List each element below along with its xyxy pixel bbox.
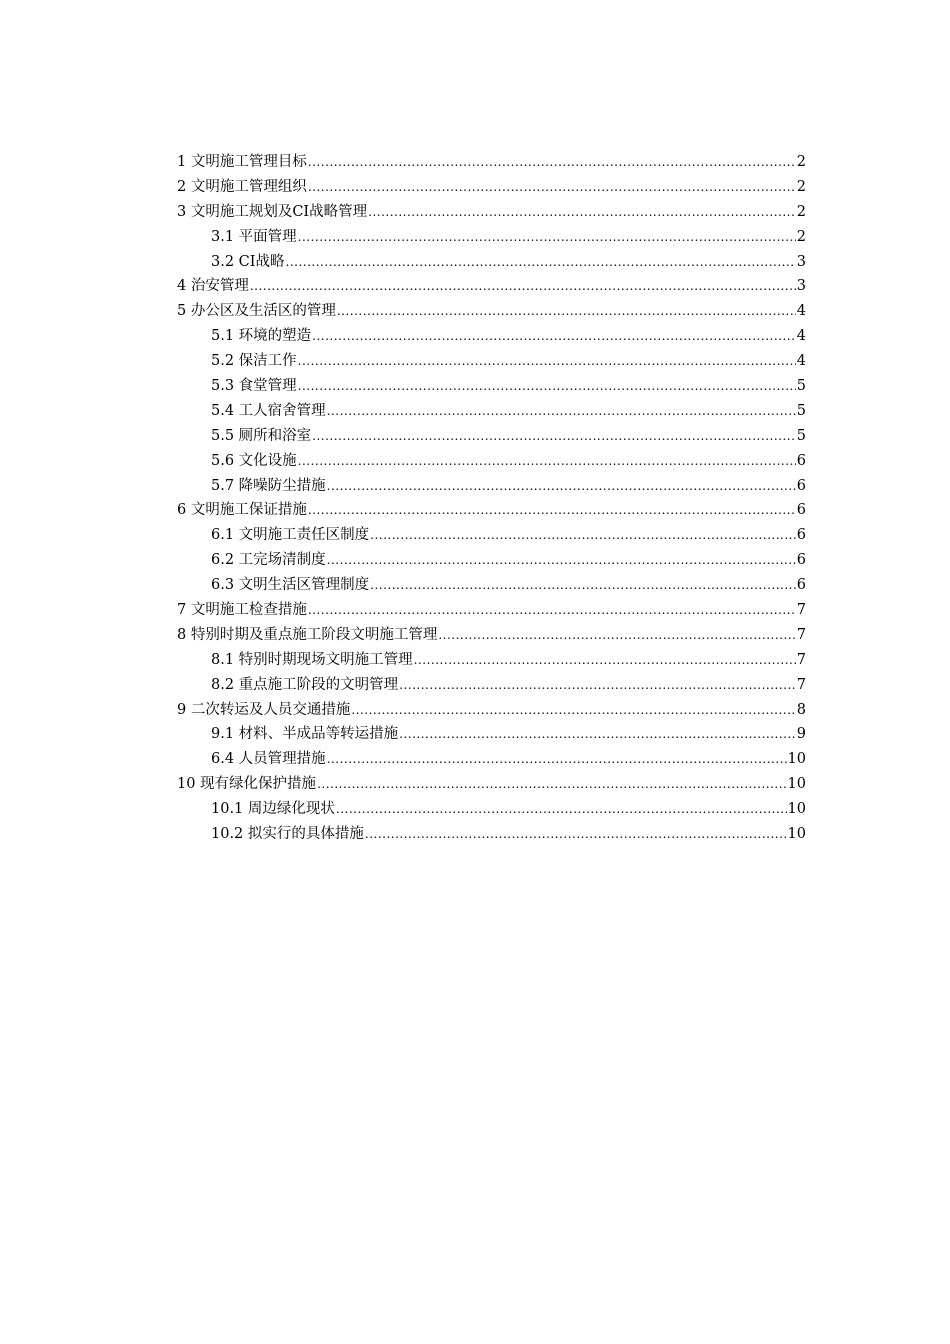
toc-entry-title: 8.1 特别时期现场文明施工管理 [211,651,413,668]
toc-entry[interactable] [177,175,806,200]
toc-entry[interactable] [177,424,806,449]
toc-dot-leader [365,822,787,847]
toc-dot-leader [312,424,796,449]
toc-entry[interactable] [177,299,806,324]
toc-dot-leader [308,598,796,623]
toc-dot-leader [308,498,796,523]
toc-entry-title: 3.2 CI战略 [211,253,285,270]
toc-entry-title: 3.1 平面管理 [211,228,297,245]
toc-entry[interactable] [177,648,806,673]
toc-entry-title: 5.5 厕所和浴室 [211,427,312,444]
toc-dot-leader [298,225,796,250]
toc-dot-leader [298,449,796,474]
toc-entry-page-number: 9 [796,726,806,743]
toc-entry[interactable] [177,797,806,822]
toc-dot-leader [399,722,796,747]
toc-entry-title: 5.1 环境的塑造 [211,328,312,345]
toc-dot-leader [336,797,787,822]
toc-entry[interactable] [177,349,806,374]
toc-entry-title: 9 二次转运及人员交通措施 [177,701,351,718]
toc-entry-page-number: 3 [796,253,806,270]
toc-entry-page-number: 7 [796,602,806,619]
toc-dot-leader [414,648,796,673]
toc-dot-leader [368,200,796,225]
toc-entry[interactable] [177,822,806,847]
toc-entry-title: 5.7 降噪防尘措施 [211,477,326,494]
toc-entry-page-number: 6 [796,527,806,544]
toc-entry[interactable] [177,623,806,648]
toc-dot-leader [317,772,786,797]
toc-entry-title: 6.1 文明施工责任区制度 [211,527,370,544]
toc-entry-title: 4 治安管理 [177,278,249,295]
toc-entry-title: 5.4 工人宿舍管理 [211,402,326,419]
toc-entry-page-number: 10 [787,826,806,843]
toc-entry-title: 5.3 食堂管理 [211,378,297,395]
toc-entry-page-number: 6 [796,577,806,594]
toc-entry-page-number: 10 [787,801,806,818]
toc-entry-page-number: 2 [796,154,806,170]
toc-dot-leader [308,150,796,175]
toc-entry-title: 6.2 工完场清制度 [211,552,326,569]
toc-entry-page-number: 5 [796,402,806,419]
toc-entry[interactable] [177,548,806,573]
toc-entry-page-number: 5 [796,378,806,395]
toc-entry-title: 3 文明施工规划及CI战略管理 [177,203,368,220]
toc-entry[interactable] [177,673,806,698]
toc-entry[interactable] [177,374,806,399]
toc-entry-page-number: 7 [796,651,806,668]
toc-entry[interactable] [177,722,806,747]
toc-entry-title: 8.2 重点施工阶段的文明管理 [211,676,399,693]
toc-dot-leader [308,175,796,200]
toc-dot-leader [298,374,796,399]
toc-entry-page-number: 6 [796,452,806,469]
toc-dot-leader [286,250,796,275]
toc-dot-leader [399,673,796,698]
toc-entry-page-number: 2 [796,203,806,220]
toc-dot-leader [327,399,796,424]
toc-entry-title: 6.4 人员管理措施 [211,751,326,768]
toc-entry-title: 6 文明施工保证措施 [177,502,307,519]
toc-dot-leader [438,623,795,648]
toc-entry-page-number: 4 [796,353,806,370]
toc-entry-title: 10.1 周边绿化现状 [211,801,335,818]
toc-entry-page-number: 6 [796,477,806,494]
toc-entry[interactable] [177,324,806,349]
toc-entry-title: 7 文明施工检查措施 [177,602,307,619]
toc-dot-leader [327,474,796,499]
toc-dot-leader [312,324,796,349]
toc-entry-page-number: 10 [787,776,806,793]
toc-entry-page-number: 4 [796,303,806,320]
toc-entry-page-number: 2 [796,228,806,245]
toc-entry-title: 10 现有绿化保护措施 [177,776,317,793]
toc-entry-page-number: 8 [796,701,806,718]
toc-entry-page-number: 6 [796,502,806,519]
toc-entry-title: 1 文明施工管理目标 [177,154,307,170]
toc-entry[interactable] [177,573,806,598]
toc-entry-title: 6.3 文明生活区管理制度 [211,577,370,594]
toc-entry-title: 8 特别时期及重点施工阶段文明施工管理 [177,626,438,643]
toc-entry-page-number: 3 [796,278,806,295]
toc-entry-page-number: 6 [796,552,806,569]
toc-entry[interactable] [177,250,806,275]
toc-entry[interactable] [177,598,806,623]
toc-entry[interactable] [177,225,806,250]
toc-entry[interactable] [177,772,806,797]
toc-entry[interactable] [177,474,806,499]
toc-entry-title: 5 办公区及生活区的管理 [177,303,336,320]
toc-entry[interactable] [177,747,806,772]
toc-entry-page-number: 10 [787,751,806,768]
toc-entry-page-number: 4 [796,328,806,345]
toc-dot-leader [351,698,795,723]
toc-entry-title: 5.6 文化设施 [211,452,297,469]
toc-dot-leader [370,573,796,598]
toc-dot-leader [327,747,787,772]
toc-entry-title: 2 文明施工管理组织 [177,178,307,195]
toc-entry-page-number: 5 [796,427,806,444]
table-of-contents [177,150,806,847]
toc-entry[interactable] [177,150,806,175]
toc-dot-leader [327,548,796,573]
toc-entry[interactable] [177,523,806,548]
toc-entry-page-number: 2 [796,178,806,195]
toc-dot-leader [250,274,796,299]
toc-entry[interactable] [177,498,806,523]
toc-dot-leader [370,523,796,548]
toc-entry[interactable] [177,698,806,723]
toc-entry-title: 9.1 材料、半成品等转运措施 [211,726,399,743]
toc-dot-leader [337,299,796,324]
toc-entry[interactable] [177,200,806,225]
toc-entry-title: 5.2 保洁工作 [211,353,297,370]
toc-dot-leader [298,349,796,374]
toc-entry[interactable] [177,274,806,299]
toc-entry-page-number: 7 [796,626,806,643]
toc-entry[interactable] [177,399,806,424]
toc-entry[interactable] [177,449,806,474]
toc-entry-title: 10.2 拟实行的具体措施 [211,826,364,843]
toc-entry-page-number: 7 [796,676,806,693]
